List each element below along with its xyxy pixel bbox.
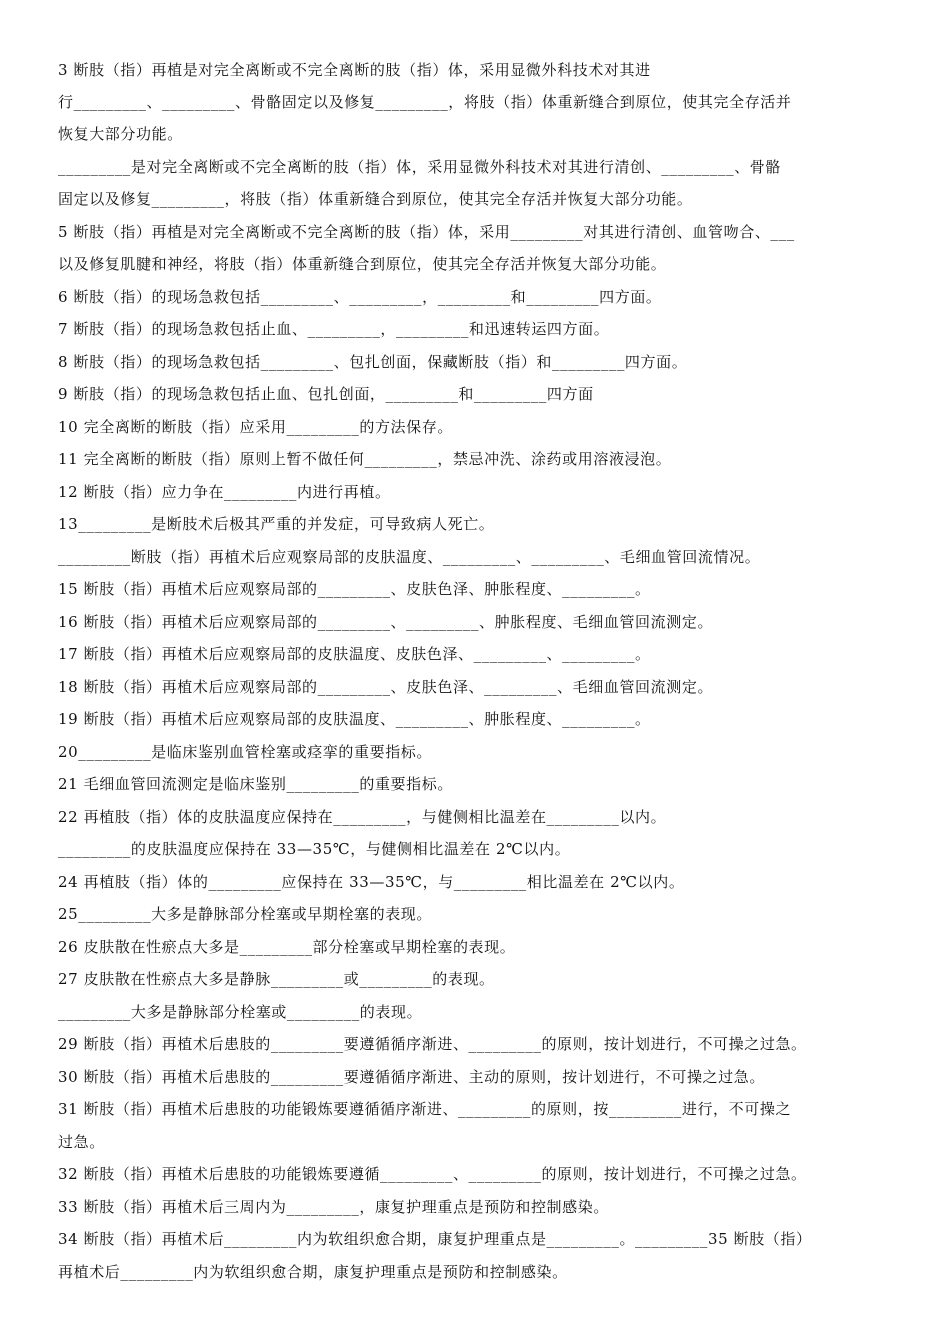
text-line: 5 断肢（指）再植是对完全离断或不完全离断的肢（指）体，采用_________对其进行清创、血管吻合、___ <box>58 223 795 241</box>
text-line: 17 断肢（指）再植术后应观察局部的皮肤温度、皮肤色泽、_________、_________。 <box>58 645 651 663</box>
text-line: 32 断肢（指）再植术后患肢的功能锻炼要遵循_________、_________的原则，按计划进行，不可操之过急。 <box>58 1165 807 1183</box>
text-line: 10 完全离断的断肢（指）应采用_________的方法保存。 <box>58 418 453 436</box>
text-line: 过急。 <box>58 1133 105 1151</box>
text-line: 34 断肢（指）再植术后_________内为软组织愈合期，康复护理重点是_________。_________35 断肢（指） <box>58 1230 812 1248</box>
text-line: 29 断肢（指）再植术后患肢的_________要遵循循序渐进、_________的原则，按计划进行，不可操之过急。 <box>58 1035 807 1053</box>
text-line: 27 皮肤散在性瘀点大多是静脉_________或_________的表现。 <box>58 970 495 988</box>
text-line: 20_________是临床鉴别血管栓塞或痉挛的重要指标。 <box>58 743 432 761</box>
text-line: 24 再植肢（指）体的_________应保持在 33—35℃，与_________相比温差在 2℃以内。 <box>58 873 685 891</box>
text-line: 33 断肢（指）再植术后三周内为_________，康复护理重点是预防和控制感染。 <box>58 1198 609 1216</box>
text-line: 固定以及修复_________，将肢（指）体重新缝合到原位，使其完全存活并恢复大部分功能。 <box>58 190 693 208</box>
text-line: 3 断肢（指）再植是对完全离断或不完全离断的肢（指）体，采用显微外科技术对其进 <box>58 61 651 79</box>
text-line: 7 断肢（指）的现场急救包括止血、_________，_________和迅速转运四方面。 <box>58 320 610 338</box>
text-line: 13_________是断肢术后极其严重的并发症，可导致病人死亡。 <box>58 515 495 533</box>
text-line: 11 完全离断的断肢（指）原则上暂不做任何_________，禁忌冲洗、涂药或用溶液浸泡。 <box>58 450 672 468</box>
text-line: 30 断肢（指）再植术后患肢的_________要遵循循序渐进、主动的原则，按计划进行，不可操之过急。 <box>58 1068 765 1086</box>
text-line: 8 断肢（指）的现场急救包括_________、包扎创面，保藏断肢（指）和_________四方面。 <box>58 353 688 371</box>
text-line: 恢复大部分功能。 <box>58 125 183 143</box>
text-line: 行_________、_________、骨骼固定以及修复_________，将肢（指）体重新缝合到原位，使其完全存活并 <box>58 93 792 111</box>
text-line: 21 毛细血管回流测定是临床鉴别_________的重要指标。 <box>58 775 453 793</box>
text-line: _________断肢（指）再植术后应观察局部的皮肤温度、_________、_________、毛细血管回流情况。 <box>58 548 761 566</box>
text-line: 再植术后_________内为软组织愈合期，康复护理重点是预防和控制感染。 <box>58 1263 568 1281</box>
text-line: 19 断肢（指）再植术后应观察局部的皮肤温度、_________、肿胀程度、_________。 <box>58 710 651 728</box>
text-line: 26 皮肤散在性瘀点大多是_________部分栓塞或早期栓塞的表现。 <box>58 938 516 956</box>
text-line: 22 再植肢（指）体的皮肤温度应保持在_________，与健侧相比温差在_________以内。 <box>58 808 667 826</box>
text-line: 以及修复肌腱和神经，将肢（指）体重新缝合到原位，使其完全存活并恢复大部分功能。 <box>58 255 667 273</box>
text-line: 16 断肢（指）再植术后应观察局部的_________、_________、肿胀程度、毛细血管回流测定。 <box>58 613 714 631</box>
text-line: _________的皮肤温度应保持在 33—35℃，与健侧相比温差在 2℃以内。 <box>58 840 571 858</box>
text-line: _________大多是静脉部分栓塞或_________的表现。 <box>58 1003 423 1021</box>
text-line: 31 断肢（指）再植术后患肢的功能锻炼要遵循循序渐进、_________的原则，按_________进行，不可操之 <box>58 1100 792 1118</box>
text-line: _________是对完全离断或不完全离断的肢（指）体，采用显微外科技术对其进行清创、_________、骨骼 <box>58 158 782 176</box>
text-line: 6 断肢（指）的现场急救包括_________、_________，_________和_________四方面。 <box>58 288 662 306</box>
text-line: 9 断肢（指）的现场急救包括止血、包扎创面，_________和_________四方面 <box>58 385 594 403</box>
text-line: 12 断肢（指）应力争在_________内进行再植。 <box>58 483 391 501</box>
text-line: 15 断肢（指）再植术后应观察局部的_________、皮肤色泽、肿胀程度、_________。 <box>58 580 651 598</box>
text-line: 25_________大多是静脉部分栓塞或早期栓塞的表现。 <box>58 905 432 923</box>
text-line: 18 断肢（指）再植术后应观察局部的_________、皮肤色泽、_________、毛细血管回流测定。 <box>58 678 714 696</box>
